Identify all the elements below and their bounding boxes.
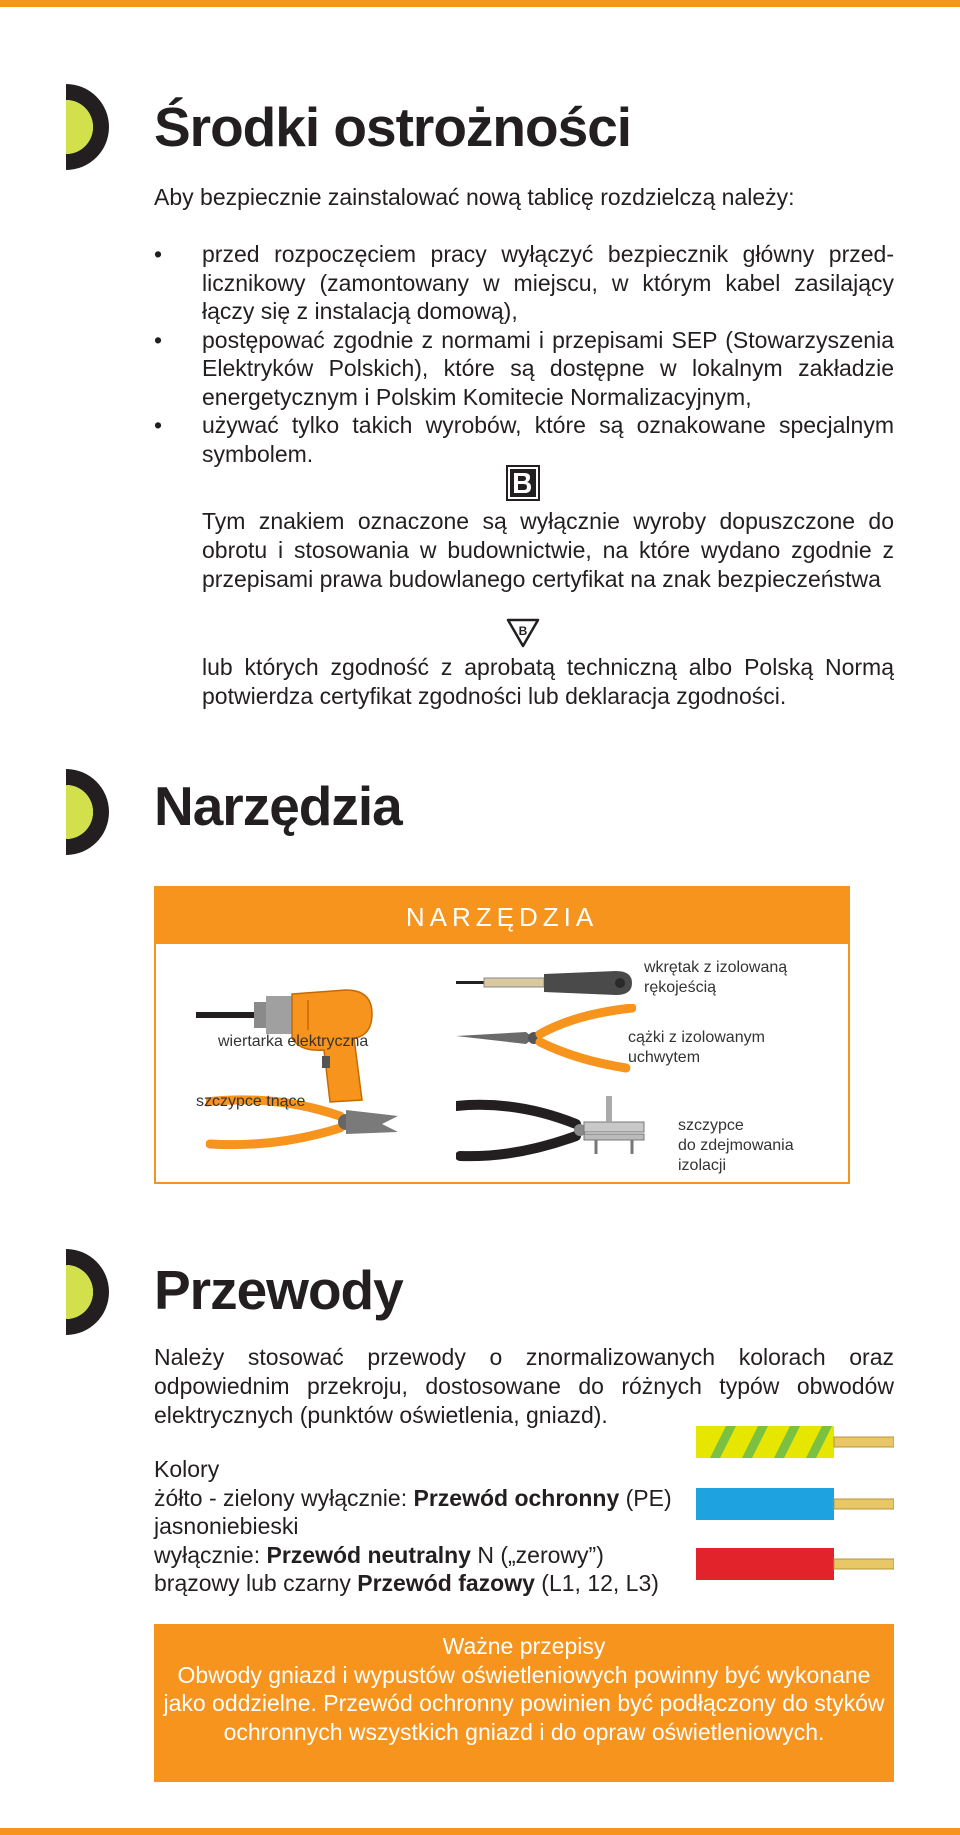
- list-item: • przed rozpoczęciem pracy wyłączyć bezpiecznik główny przed-licznikowy (zamontowany w miejscu, w którym kabel zasilający łączy się z instalacją domową),: [154, 241, 894, 324]
- precautions-list: [154, 240, 894, 468]
- yellow-green-wire-icon: [696, 1424, 894, 1460]
- section-title-precautions: Środki ostrożności: [154, 96, 632, 158]
- blue-wire-icon: [696, 1486, 894, 1522]
- precautions-intro: Aby bezpiecznie zainstalować nową tablicę rozdzielczą należy:: [154, 184, 795, 210]
- pliers-icon: [456, 1004, 636, 1074]
- tool-label-screwdriver: wkrętak z izolowaną rękojeścią: [644, 959, 788, 996]
- section-marker-icon: [66, 769, 110, 855]
- tools-panel-title: NARZĘDZIA: [156, 888, 848, 944]
- tools-panel: [154, 886, 850, 1184]
- list-item: wyłącznie: Przewód neutralny N („zerowy”): [154, 1541, 604, 1568]
- important-rules-text: Obwody gniazd i wypustów oświetleniowych powinny być wykonane jako oddzielne. Przewód ochronny powinien być podłączony do styków ochronnych wszystkich gniazd i do opraw oświetleniowych.: [163, 1661, 885, 1745]
- b-safety-mark-icon: [506, 618, 540, 648]
- tool-label-cutting-pliers: szczypce tnące: [196, 1093, 306, 1110]
- section-title-wires: Przewody: [154, 1259, 403, 1321]
- list-item: • używać tylko takich wyrobów, które są oznakowane specjalnym symbolem.: [154, 412, 894, 467]
- section-marker-icon: [66, 84, 110, 170]
- tool-label-pliers: cążki z izolowanym uchwytem: [628, 1029, 765, 1066]
- important-rules-box: [154, 1624, 894, 1782]
- certificate-description: lub których zgodność z aprobatą techniczną albo Polską Normą potwierdza certyfikat zgodności lub deklaracja zgodności.: [202, 654, 894, 709]
- list-item: • postępować zgodnie z normami i przepisami SEP (Stowarzyszenia Elektryków Polskich), które są dostępne w lokalnym zakładzie energetycznym i Polskim Komitecie Normalizacyjnym,: [154, 326, 894, 410]
- wire-stripper-icon: [456, 1094, 656, 1172]
- tool-label-drill: wiertarka elektryczna: [218, 1033, 369, 1050]
- important-rules-title: Ważne przepisy: [442, 1633, 606, 1659]
- red-wire-icon: [696, 1546, 894, 1582]
- list-item: żółto - zielony wyłącznie: Przewód ochronny (PE): [154, 1484, 672, 1511]
- mark-description: Tym znakiem oznaczone są wyłącznie wyroby dopuszczone do obrotu i stosowania w budownictwie, na które wydano zgodnie z przepisami prawa budowlanego certyfikat na znak bezpieczeństwa: [202, 508, 894, 592]
- section-marker-icon: [66, 1249, 110, 1335]
- list-item: jasnoniebieski: [154, 1513, 299, 1539]
- screwdriver-icon: [456, 968, 636, 998]
- bottom-accent-bar: [0, 1828, 960, 1835]
- wire-colors-list: Kolory żółto - zielony wyłącznie: Przewód ochronny (PE) jasnoniebieski wyłącznie: Przewód neutralny N („zerowy”) brązowy lub czarny Przewód fazowy (L1, 12, L3): [154, 1456, 672, 1596]
- building-mark-icon: [506, 465, 540, 501]
- section-title-tools: Narzędzia: [154, 775, 402, 837]
- svg-text:B: B: [518, 624, 528, 638]
- tool-label-wire-stripper: szczypce do zdejmowania izolacji: [678, 1117, 794, 1174]
- top-accent-bar: [0, 0, 960, 7]
- list-item: brązowy lub czarny Przewód fazowy (L1, 12, L3): [154, 1570, 659, 1596]
- wires-intro: Należy stosować przewody o znormalizowanych kolorach oraz odpowiednim przekroju, dostosowane do różnych typów obwodów elektrycznych (punktów oświetlenia, gniazd).: [154, 1344, 894, 1428]
